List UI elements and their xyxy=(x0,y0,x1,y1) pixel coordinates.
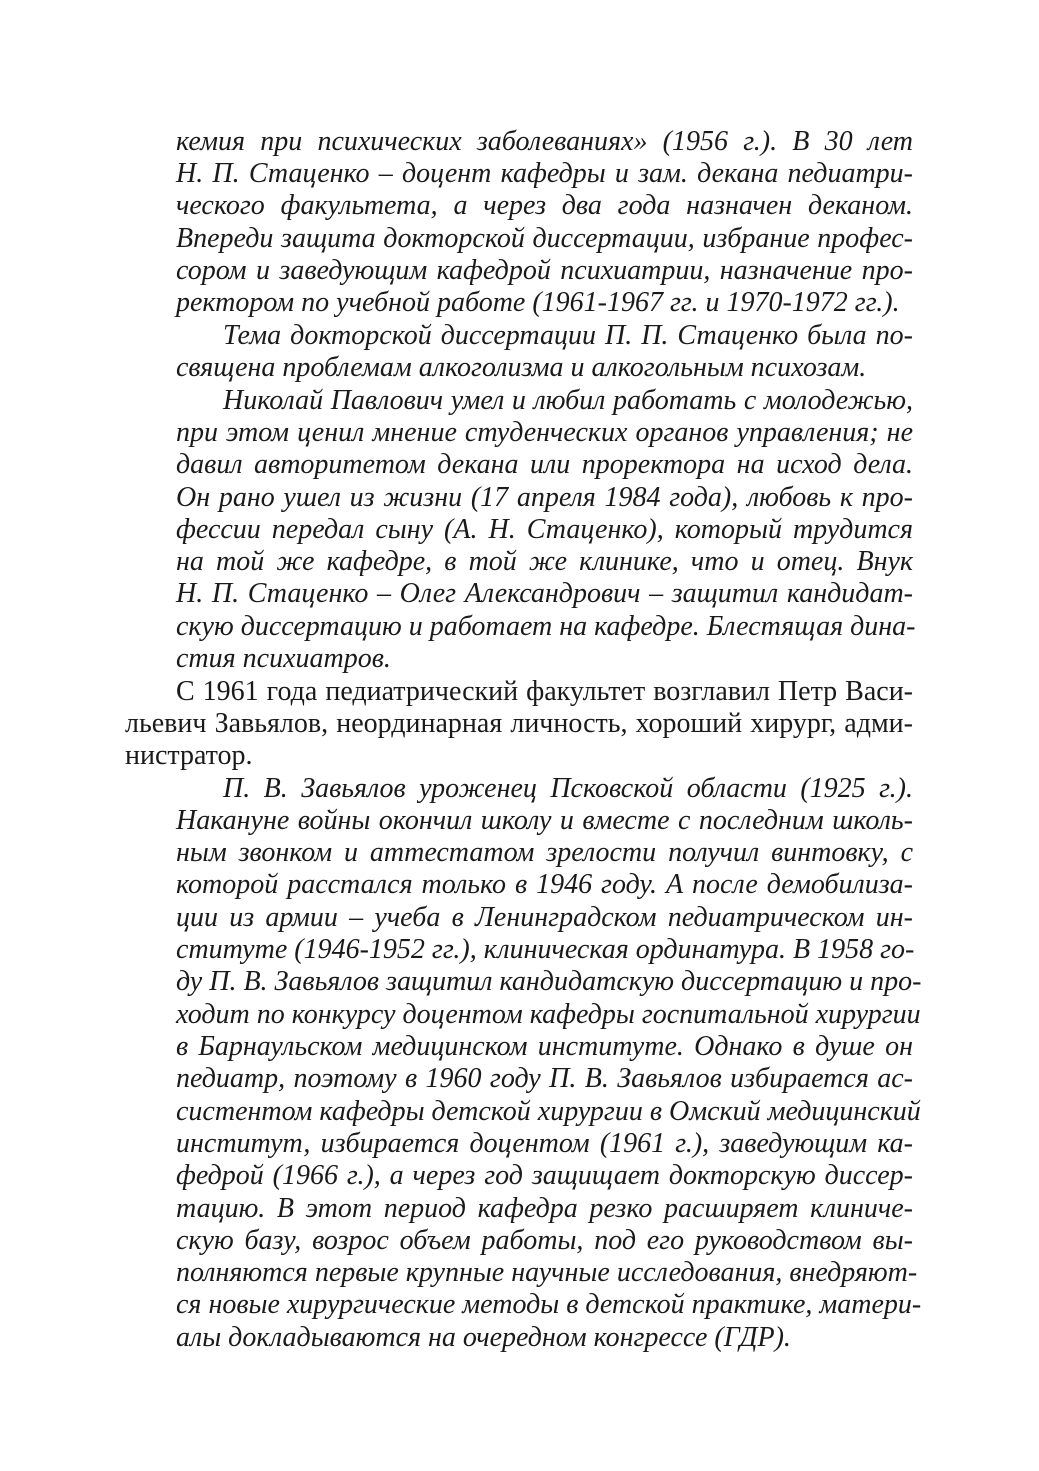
text-line: институт, избирается доцентом (1961 г.), заведующим ка- xyxy=(176,1128,913,1159)
text-line: скую базу, возрос объем работы, под его руководством вы- xyxy=(176,1225,913,1256)
text-line: систентом кафедры детской хирургии в Омский медицинский xyxy=(176,1096,921,1127)
text-line: Николай Павлович умел и любил работать с молодежью, xyxy=(223,385,913,416)
text-line: полняются первые крупные научные исследования, внедряют- xyxy=(176,1257,918,1288)
text-line: тацию. В этот период кафедра резко расширяет клиниче- xyxy=(176,1193,913,1224)
text-line: Он рано ушел из жизни (17 апреля 1984 года), любовь к про- xyxy=(176,482,913,513)
text-line: С 1961 года педиатрический факультет возглавил Петр Васи- xyxy=(176,676,913,707)
text-line: алы докладываются на очередном конгрессе (ГДР). xyxy=(176,1322,791,1353)
text-line: ректором по учебной работе (1961-1967 гг. и 1970-1972 гг.). xyxy=(176,287,900,318)
text-line: ду П. В. Завьялов защитил кандидатскую диссертацию и про- xyxy=(176,966,922,997)
text-line: которой расстался только в 1946 году. А после демобилиза- xyxy=(176,869,913,900)
text-line: Тема докторской диссертации П. П. Стаценко была по- xyxy=(223,320,913,351)
text-line: педиатр, поэтому в 1960 году П. В. Завьялов избирается ас- xyxy=(176,1063,913,1094)
text-line: Впереди защита докторской диссертации, избрание профес- xyxy=(176,223,913,254)
text-line: на той же кафедре, в той же клинике, что и отец. Внук xyxy=(176,546,913,577)
text-line: кемия при психических заболеваниях» (1956 г.). В 30 лет xyxy=(176,126,913,157)
text-line: при этом ценил мнение студенческих органов управления; не xyxy=(176,417,913,448)
text-line: нистратор. xyxy=(125,740,253,771)
text-line: Н. П. Стаценко – Олег Александрович – защитил кандидат- xyxy=(176,578,913,609)
text-line: сором и заведующим кафедрой психиатрии, назначение про- xyxy=(176,255,913,286)
text-line: священа проблемам алкоголизма и алкогольным психозам. xyxy=(176,352,867,383)
text-line: ходит по конкурсу доцентом кафедры госпитальной хирургии xyxy=(176,999,921,1030)
text-line: ции из армии – учеба в Ленинградском педиатрическом ин- xyxy=(176,902,913,933)
text-line: П. В. Завьялов уроженец Псковской области (1925 г.). xyxy=(223,773,913,804)
text-line: Накануне войны окончил школу и вместе с последним школь- xyxy=(176,805,913,836)
text-line: ся новые хирургические методы в детской практике, матери- xyxy=(176,1289,922,1320)
text-line: скую диссертацию и работает на кафедре. Блестящая дина- xyxy=(176,611,916,642)
text-line: ческого факультета, а через два года назначен деканом. xyxy=(176,190,913,221)
text-line: федрой (1966 г.), а через год защищает докторскую диссер- xyxy=(176,1160,913,1191)
text-line: стия психиатров. xyxy=(176,643,391,674)
text-line: давил авторитетом декана или проректора на исход дела. xyxy=(176,449,913,480)
text-line: Н. П. Стаценко – доцент кафедры и зам. декана педиатри- xyxy=(176,158,913,189)
text-line: льевич Завьялов, неординарная личность, хороший хирург, адми- xyxy=(125,708,913,739)
text-line: фессии передал сыну (А. Н. Стаценко), который трудится xyxy=(176,514,913,545)
text-line: ным звонком и аттестатом зрелости получил винтовку, с xyxy=(176,837,913,868)
text-line: в Барнаульском медицинском институте. Однако в душе он xyxy=(176,1031,913,1062)
text-line: ституте (1946-1952 гг.), клиническая ординатура. В 1958 го- xyxy=(176,934,915,965)
